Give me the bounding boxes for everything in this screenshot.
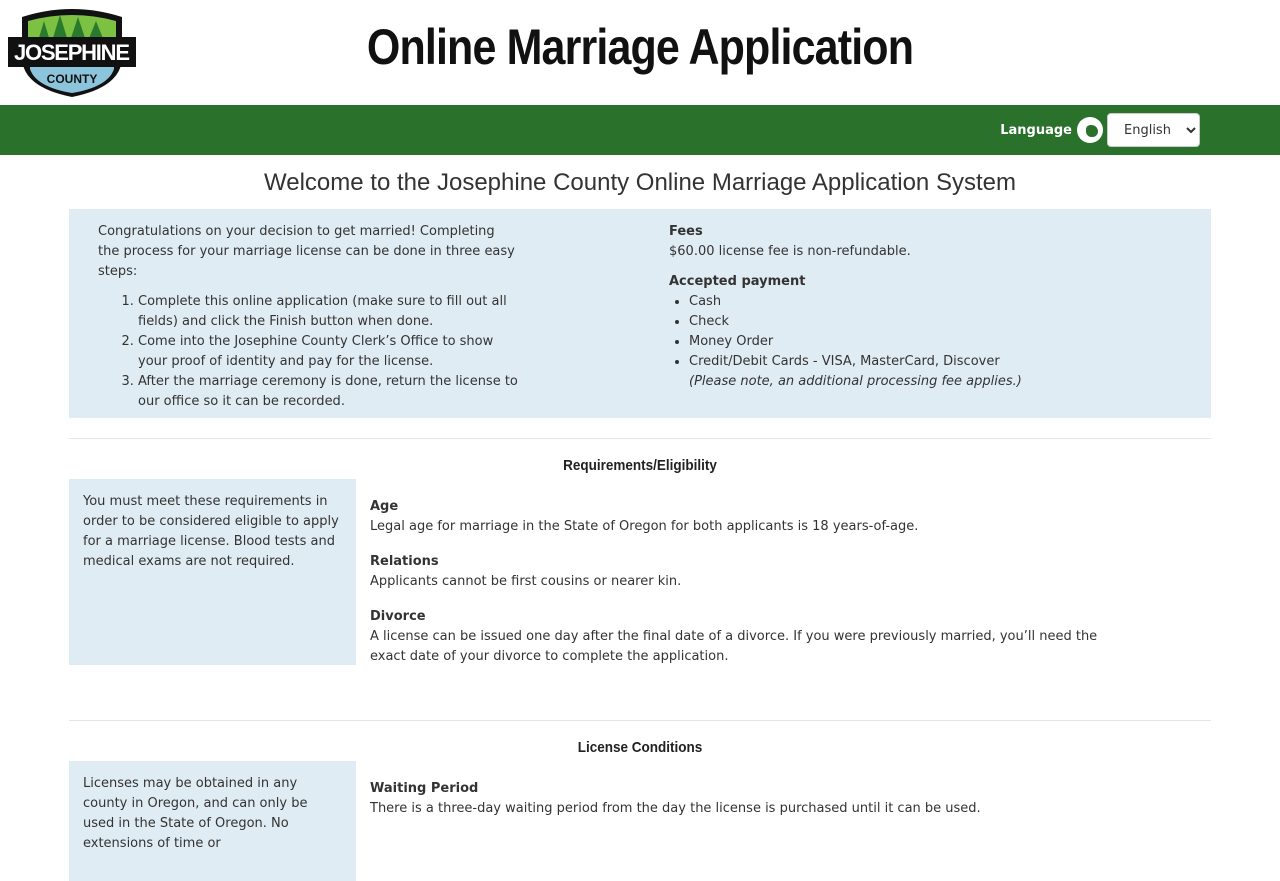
intro-panel [69,209,1211,418]
payment-item: • Money Order [689,332,1022,352]
requirement-divorce: Divorce A license can be issued one day after the final date of a divorce. If you were previously married, you’ll need the exact date of your divorce to complete the application. [370,609,1098,664]
payment-list [669,292,1022,392]
requirement-relations: Relations Applicants cannot be first cousins or nearer kin. [370,554,682,589]
payment-note: (Please note, an additional processing fee applies.) [689,374,1022,389]
step: 1. Complete this online application (make sure to fill out all fields) and click the Finish button when done. [138,292,518,332]
welcome-heading: Welcome to the Josephine County Online Marriage Application System [264,169,1016,196]
requirements-side: You must meet these requirements in order to be considered eligible to apply for a marriage license. Blood tests and medical exams are not required. [69,479,356,665]
nav-bar [0,105,1280,155]
conditions-side: Licenses may be obtained in any county in Oregon, and can only be used in the State of Oregon. No extensions of time or [69,761,356,881]
requirement-age: Age Legal age for marriage in the State of Oregon for both applicants is 18 years-of-age. [370,499,919,534]
header [0,0,1280,105]
page-title: Online Marriage Application [366,19,914,75]
step: 3. After the marriage ceremony is done, return the license to our office so it can be recorded. [138,372,518,412]
payment-item: • Cash [689,292,1022,312]
requirements-section [69,479,1211,700]
payment-item: • Credit/Debit Cards - VISA, MasterCard, Discover (Please note, an additional processing fee applies.) [689,352,1022,392]
fees-title: Fees [669,224,703,239]
svg-text:JOSEPHINE: JOSEPHINE [14,40,130,65]
conditions-heading: License Conditions [577,739,703,756]
condition-waiting-period: Waiting Period There is a three-day waiting period from the day the license is purchased until it can be used. [370,781,981,816]
requirements-heading: Requirements/Eligibility [563,457,717,474]
step: 2. Come into the Josephine County Clerk’s Office to show your proof of identity and pay for the license. [138,332,518,372]
svg-text:COUNTY: COUNTY [46,72,98,86]
globe-icon [1077,117,1103,143]
payment-title: Accepted payment [669,274,806,289]
language-label: Language [1000,122,1072,138]
steps-list [98,292,518,412]
language-select[interactable] [1107,113,1200,147]
intro-text: Congratulations on your decision to get married! Completing the process for your marriage license can be done in three easy steps: [98,224,515,279]
fees-text: $60.00 license fee is non-refundable. [669,244,911,259]
conditions-section [69,761,1211,881]
payment-item: • Check [689,312,1022,332]
